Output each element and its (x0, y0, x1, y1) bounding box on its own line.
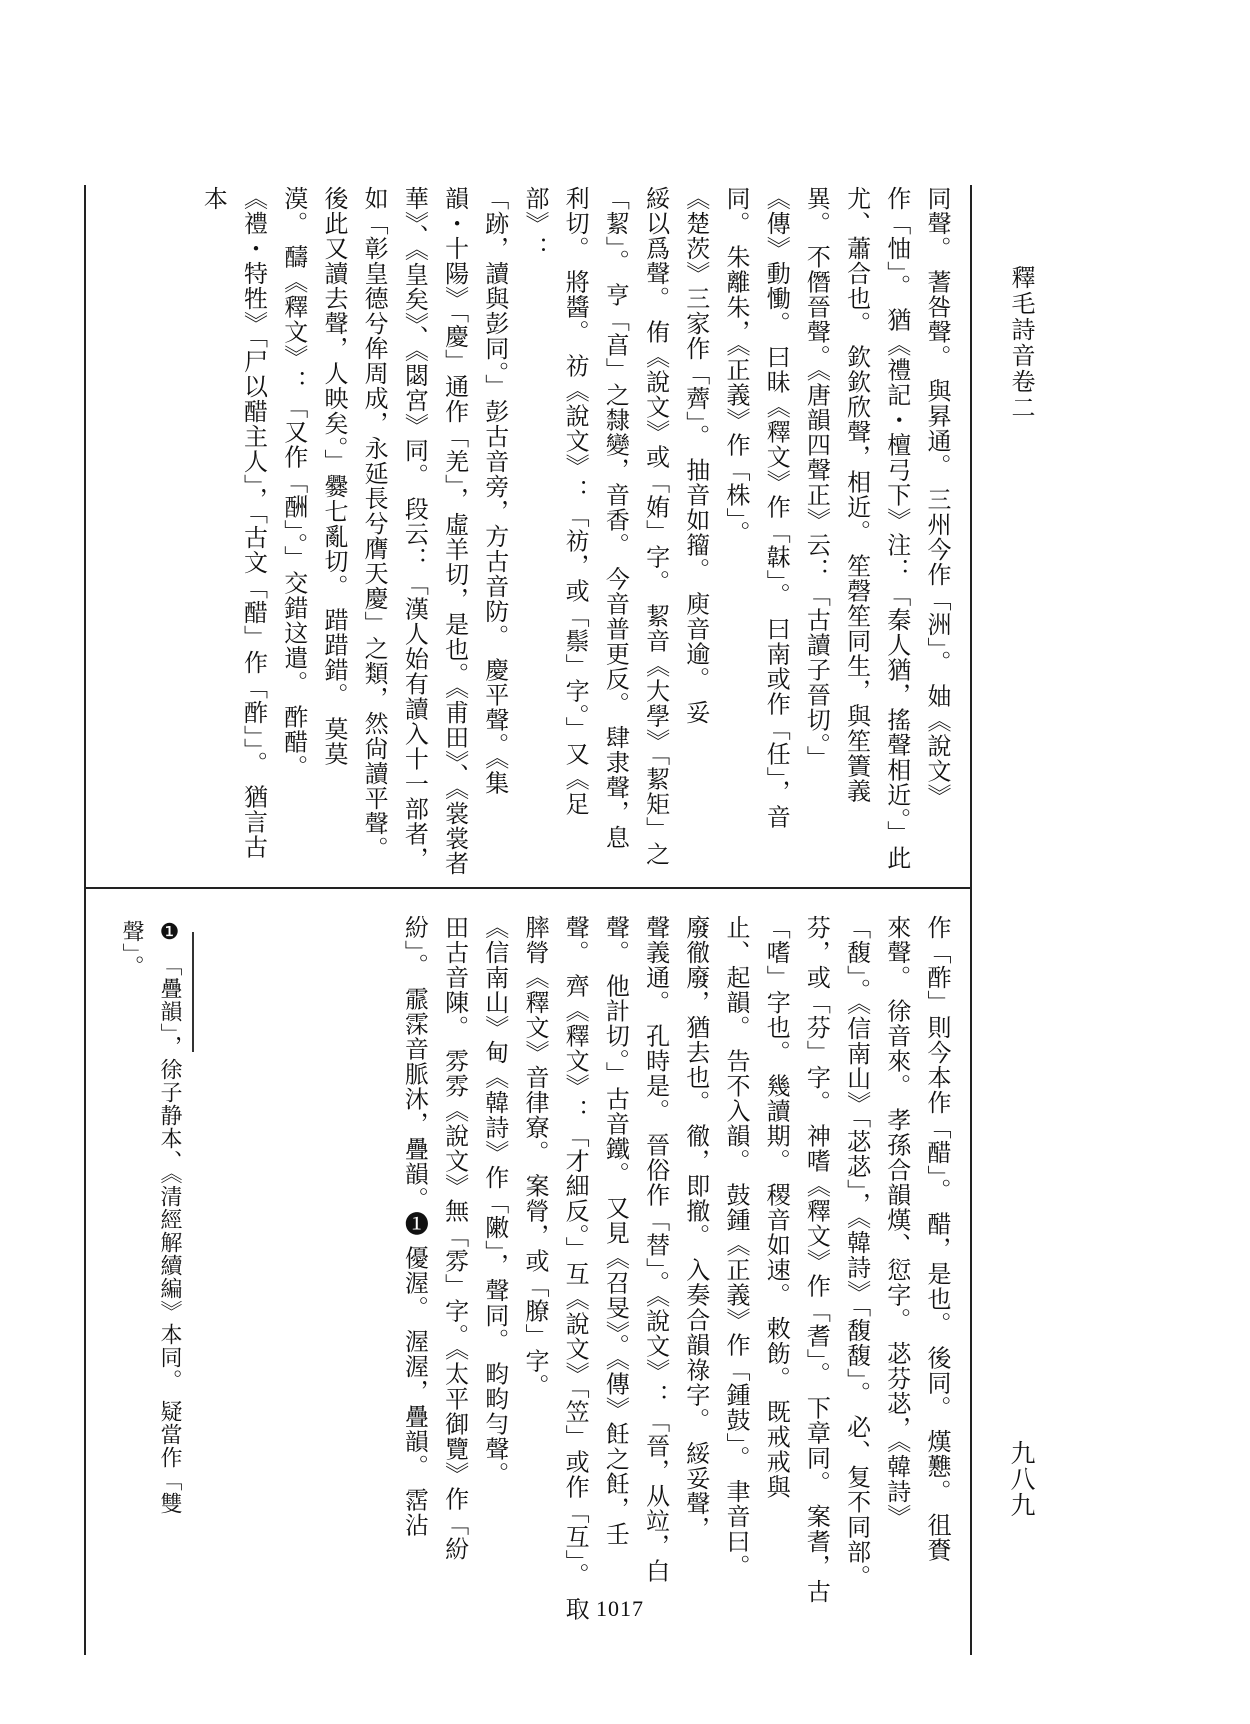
text-line: 芬，或「芬」字。 神嗜《釋文》作「耆」。 下章同。 案耆，古 (802, 915, 831, 1604)
footnote-line: ❶ 「疊韻」，徐子静本、《清經解續編》本同。 疑當作「雙 (157, 920, 182, 1515)
lower-text-block (232, 915, 957, 1645)
text-line: 利切。 將醬。 祊《說文》：「祊，或「鬃」字。」又《足部》： (520, 186, 590, 817)
text-line: 「馥」。《信南山》「苾苾」，《韓詩》「馥馥」。 必、复不同部。 (842, 915, 871, 1590)
text-line: 田古音陳。 雰雰《說文》無「雰」字。《太平御覽》作「紛 (440, 915, 469, 1562)
text-line: 同。 朱離朱，《正義》作「株」。 (721, 186, 750, 546)
text-line: 作「酢」則今本作「醋」。 醋，是也。 後同。 熯戁。 徂賚 (923, 915, 951, 1563)
running-head: 釋毛詩音卷二 (1007, 265, 1035, 421)
text-line: 韻・十陽》「慶」通作「羌」，虛羊切，是也。《甫田》、《裳裳者 (440, 186, 469, 876)
text-line: 同聲。 蓍咎聲。 與昪通。 三州今作「洲」。 妯《說文》 (923, 186, 951, 809)
text-line: 紛」。 霢霂音脈沐，疊韻。❶ 優渥。 渥渥，疊韻。 霑沾 (400, 915, 429, 1538)
text-line: 膟膋《釋文》音律寮。 案膋，或「膫」字。 (520, 915, 549, 1399)
text-line: 《傳》動慟。 曰昧《釋文》作「韎」。 曰南或作「任」，音 (762, 186, 791, 830)
text-line: 漠。 醻《釋文》：「又作「酬」。」交錯这遣。 酢醋。 (279, 186, 308, 780)
footnote-line: 聲」。 (119, 920, 144, 978)
folio-number: 九八九 (1007, 1440, 1036, 1518)
text-line: 聲。 齊《釋文》：「才細反。」互《說文》「笠」或作「互」。 取 (561, 915, 590, 1622)
page-number: 1017 (596, 1596, 644, 1621)
text-line: 綏以爲聲。 侑《說文》或「姷」字。 絜音《大學》「絜矩」之 (641, 186, 670, 867)
text-line: 「跡，讀與彭同。」彭古音旁，方古音防。 慶平聲。《集 (480, 186, 509, 796)
section-divider-rule (84, 887, 972, 889)
text-line: 《禮・特牲》「尸以醋主人」，「古文「醋」作「酢」」。 猶言古本 (199, 186, 268, 860)
text-line: 作「怞」。 猶《禮記・檀弓下》注：「秦人猶，搖聲相近。」此 (882, 186, 911, 871)
text-line: 異。 不僭晉聲。《唐韻四聲正》云：「古讀子晉切。」 (802, 186, 831, 771)
text-line: 後此又讀去聲，人映矣。」爨七亂切。 踖踖錯。 莫莫 (319, 186, 348, 767)
text-line: 《楚茨》三家作「薺」。 抽音如籀。 庾音逾。 妥 (681, 186, 710, 725)
text-line: 如「彰皇德兮侔周成，永延長兮膺天慶」之類，然尙讀平聲。 (360, 186, 389, 861)
text-line: 聲。 他計切。」古音鐵。 又見《召旻》。《傳》飪之飪，壬 (601, 915, 630, 1547)
text-line: 來聲。 徐音來。 孝孫合韻熯、愆字。 苾芬苾，《韓詩》 (882, 915, 911, 1529)
text-line: 華》、《皇矣》、《閟宮》同。 段云：「漢人始有讀入十一部者， (400, 186, 429, 872)
text-line: 「嗜」字也。 幾讀期。 稷音如速。 敕飭。 既戒戒與 (762, 915, 791, 1500)
footnote-block (108, 920, 188, 1640)
right-border-rule (970, 185, 972, 1655)
footnote-rule (192, 932, 194, 1052)
text-line: 止、起韻。 告不入韻。 鼓鍾《正義》作「鍾鼓」。 聿音曰。 (721, 915, 750, 1579)
text-line: 「絜」。 亨「亯」之隸變，音香。 今音普更反。 肆隶聲，息 (601, 186, 630, 850)
left-border-rule (84, 185, 86, 1655)
text-line: 尤、蕭合也。 欽欽欣聲，相近。 笙磬笙同生，與笙簀義 (842, 186, 871, 804)
text-line: 聲義通。 孔時是。 晉俗作「替」。《說文》：「晉，从竝，白 (641, 915, 670, 1584)
text-line: 廢徹廢，猶去也。 徹，即撤。 入奏合韻祿字。 綏妥聲， (681, 915, 710, 1541)
text-line: 《信南山》甸《韓詩》作「敶」，聲同。 畇畇勻聲。 (480, 915, 509, 1487)
upper-text-block (112, 186, 957, 876)
